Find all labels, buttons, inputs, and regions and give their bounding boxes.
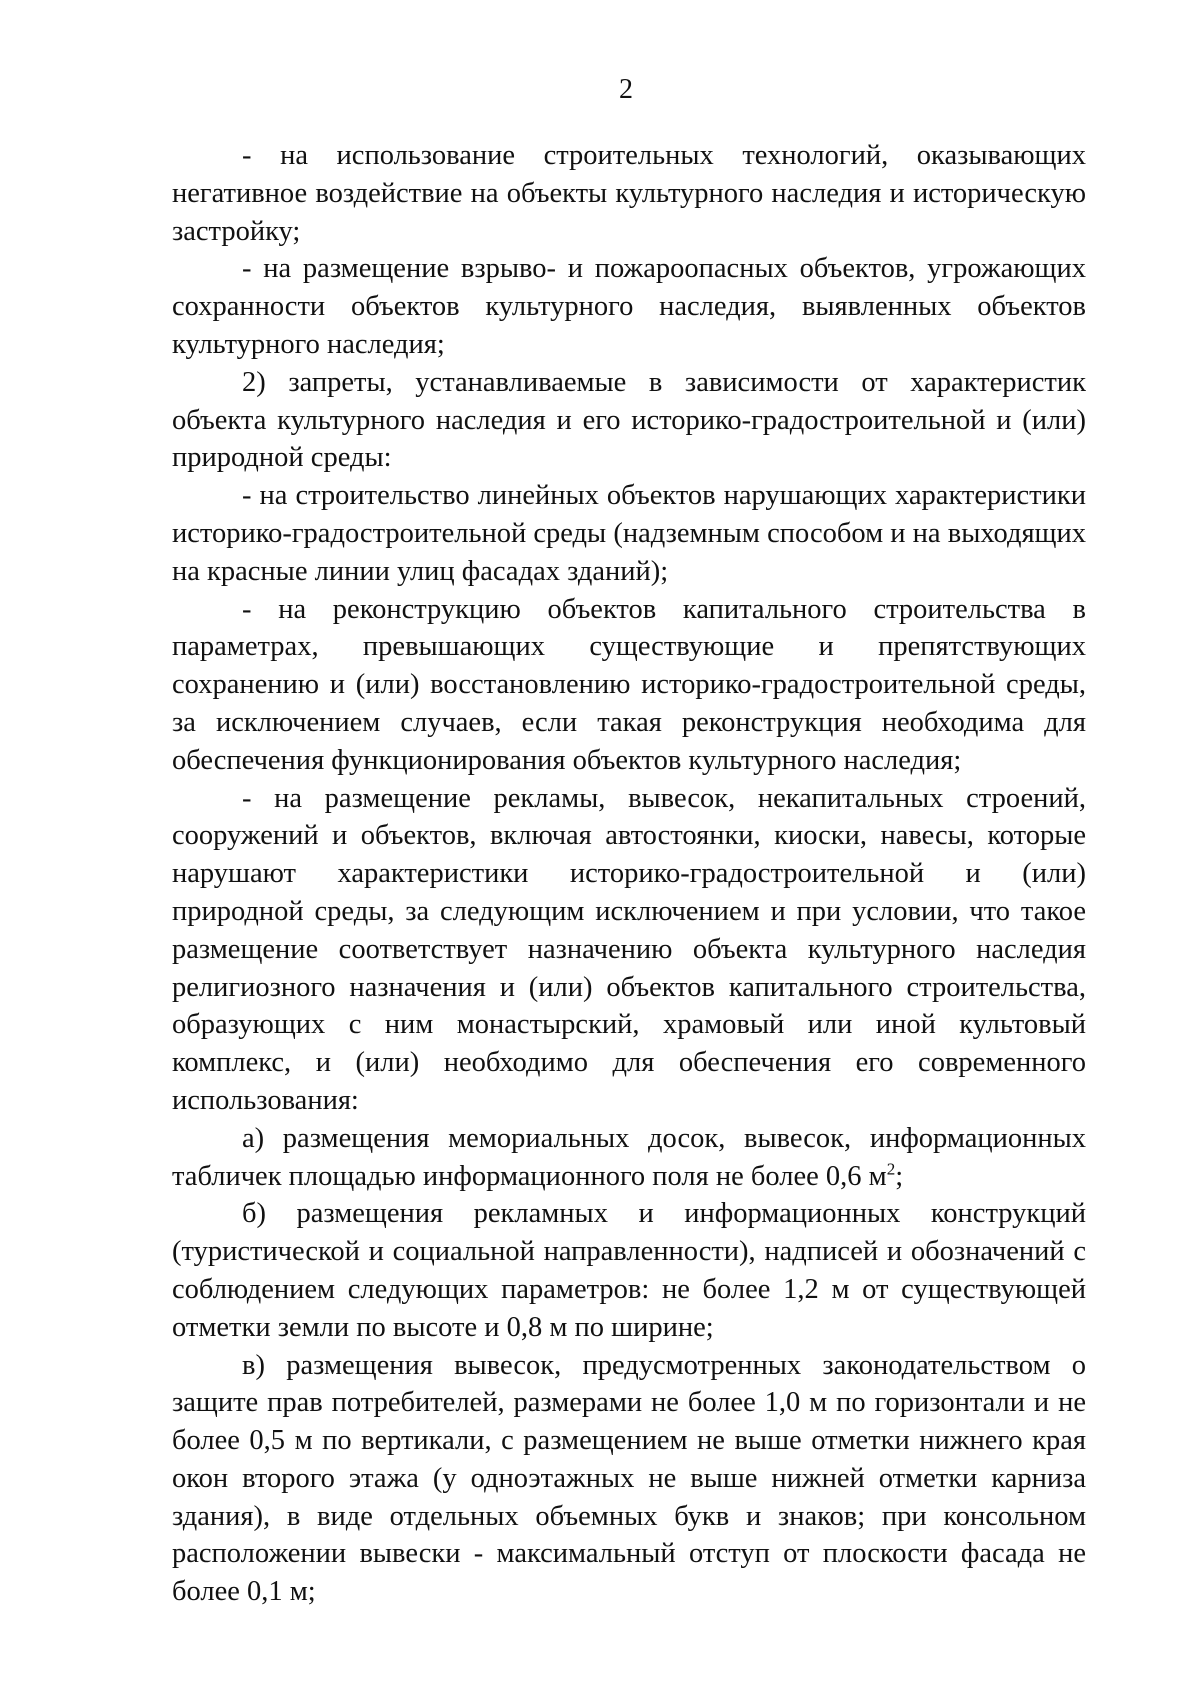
- paragraph-exception-a-memorial-plaques: [172, 1120, 1086, 1196]
- paragraph-exception-a-suffix: ;: [895, 1160, 904, 1192]
- page-number: 2: [619, 74, 633, 105]
- paragraph-exception-c-signboards: в) размещения вывесок, предусмотренных законодательством о защите прав потребителей, размерами не более 1,0 м по горизонтали и не более 0,5 м по вертикали, с размещением не выше отметки нижнего края окон второго этажа (у одноэтажных не выше нижней отметки карниза здания), в виде отдельных объемных букв и знаков; при консольном расположении вывески - максимальный отступ от плоскости фасада не более 0,1 м;: [172, 1349, 1086, 1608]
- paragraph-restrictions-by-characteristics: 2) запреты, устанавливаемые в зависимости от характеристик объекта культурного наследия и его историко-градостроительной и (или) природной среды:: [172, 366, 1086, 474]
- paragraph-restriction-construction-technologies: - на использование строительных технологий, оказывающих негативное воздействие на объекты культурного наследия и историческую застройку;: [172, 140, 1086, 247]
- paragraph-restriction-reconstruction: - на реконструкцию объектов капитального строительства в параметрах, превышающих существующие и препятствующих сохранению и (или) восстановлению историко-градостроительной среды, за исключением случаев, если такая реконструкция необходима для обеспечения функционирования объектов культурного наследия;: [172, 593, 1086, 776]
- document-body: [172, 137, 1086, 1611]
- square-meter-superscript: 2: [886, 1159, 896, 1179]
- paragraph-exception-b-information-structures: б) размещения рекламных и информационных конструкций (туристической и социальной направленности), надписей и обозначений с соблюдением следующих параметров: не более 1,2 м от существующей отметки земли по высоте и 0,8 м по ширине;: [172, 1198, 1086, 1343]
- paragraph-restriction-hazardous-objects: - на размещение взрыво- и пожароопасных объектов, угрожающих сохранности объектов культурного наследия, выявленных объектов культурного наследия;: [172, 253, 1086, 360]
- paragraph-exception-a-text: а) размещения мемориальных досок, вывесок, информационных табличек площадью информационного поля не более 0,6 м: [172, 1122, 1086, 1192]
- paragraph-restriction-advertising: - на размещение рекламы, вывесок, некапитальных строений, сооружений и объектов, включая автостоянки, киоски, навесы, которые нарушают характеристики историко-градостроительной и (или) природной среды, за следующим исключением и при условии, что такое размещение соответствует назначению объекта культурного наследия религиозного назначения и (или) объектов капитального строительства, образующих с ним монастырский, храмовый или иной культовый комплекс, и (или) необходимо для обеспечения его современного использования:: [172, 782, 1086, 1116]
- paragraph-restriction-linear-objects: - на строительство линейных объектов нарушающих характеристики историко-градостроительной среды (надземным способом и на выходящих на красные линии улиц фасадах зданий);: [172, 480, 1086, 587]
